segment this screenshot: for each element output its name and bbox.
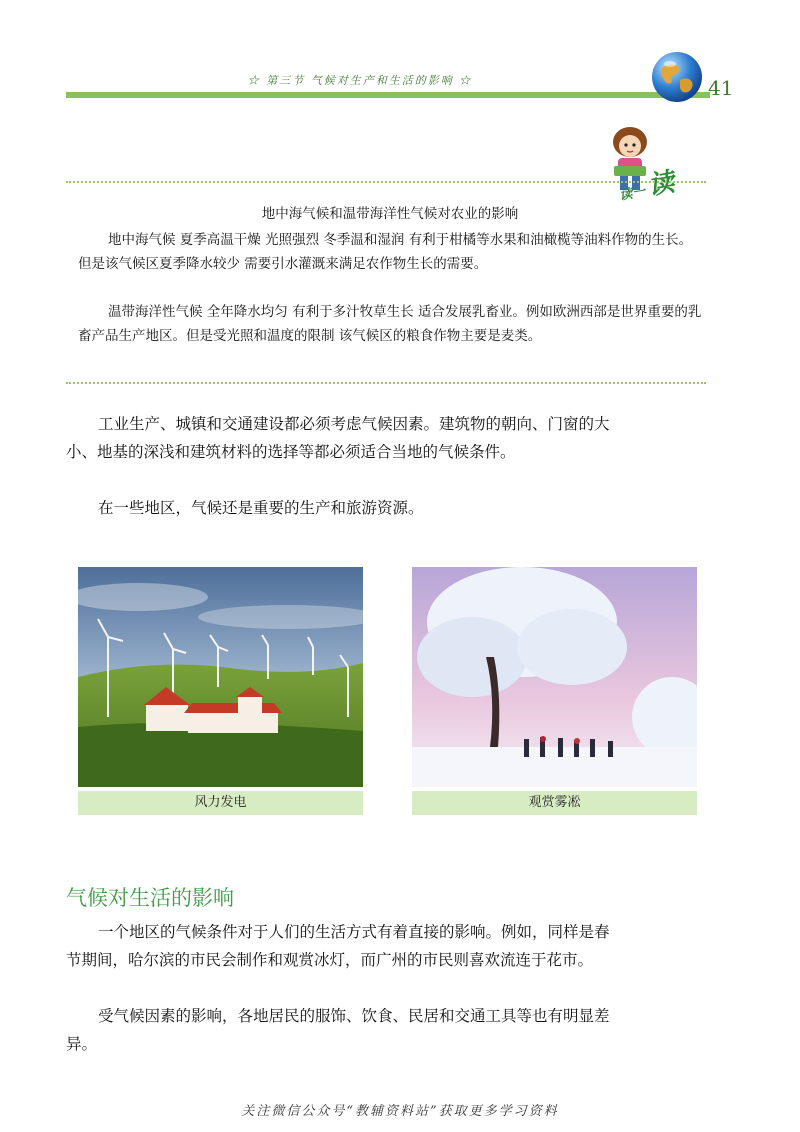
page-number: 41 [708,76,734,100]
header-rule [66,92,710,98]
body-paragraph-2: 在一些地区，气候还是重要的生产和旅游资源。 [98,499,424,517]
rime-trees-image [412,567,697,787]
reading-top-divider [66,181,706,183]
reading-paragraph-2: 温带海洋性气候 全年降水均匀 有利于多汁牧草生长 适合发展乳畜业。例如欧洲西部是世界重要的乳畜产品生产地区。但是受光照和温度的限制 该气候区的粮食作物主要是麦类。 [78,304,702,344]
footer-note: 关注微信公众号“教辅资料站”获取更多学习资料 [241,1104,559,1119]
reading-title: 地中海气候和温带海洋性气候对农业的影响 [261,206,519,222]
photo-caption: 观赏雾凇 [412,791,697,815]
read-label-small: 读一 [618,184,647,204]
chapter-header-title: ☆ 第三节 气候对生产和生活的影响 ☆ [247,74,473,87]
wind-farm-image [78,567,363,787]
photo-caption: 风力发电 [78,791,363,815]
reading-paragraph-1: 地中海气候 夏季高温干燥 光照强烈 冬季温和湿润 有利于柑橘等水果和油橄榄等油料作物的生长。但是该气候区夏季降水较少 需要引水灌溉来满足农作物生长的需要。 [78,232,693,272]
body-paragraph-1: 工业生产、城镇和交通建设都必须考虑气候因素。建筑物的朝向、门窗的大小、地基的深浅和建筑材料的选择等都必须适合当地的气候条件。 [66,415,610,461]
photo-wind-power [78,567,363,812]
read-label-big: 读 [645,167,677,202]
section-paragraph-2: 受气候因素的影响，各地居民的服饰、饮食、民居和交通工具等也有明显差异。 [66,1007,610,1053]
globe-icon [650,50,704,104]
reading-bottom-divider [66,382,706,384]
section-title: 气候对生活的影响 [66,886,234,910]
photo-rime-viewing [412,567,697,812]
section-paragraph-1: 一个地区的气候条件对于人们的生活方式有着直接的影响。例如，同样是春节期间，哈尔滨的市民会制作和观赏冰灯，而广州的市民则喜欢流连于花市。 [66,923,610,969]
